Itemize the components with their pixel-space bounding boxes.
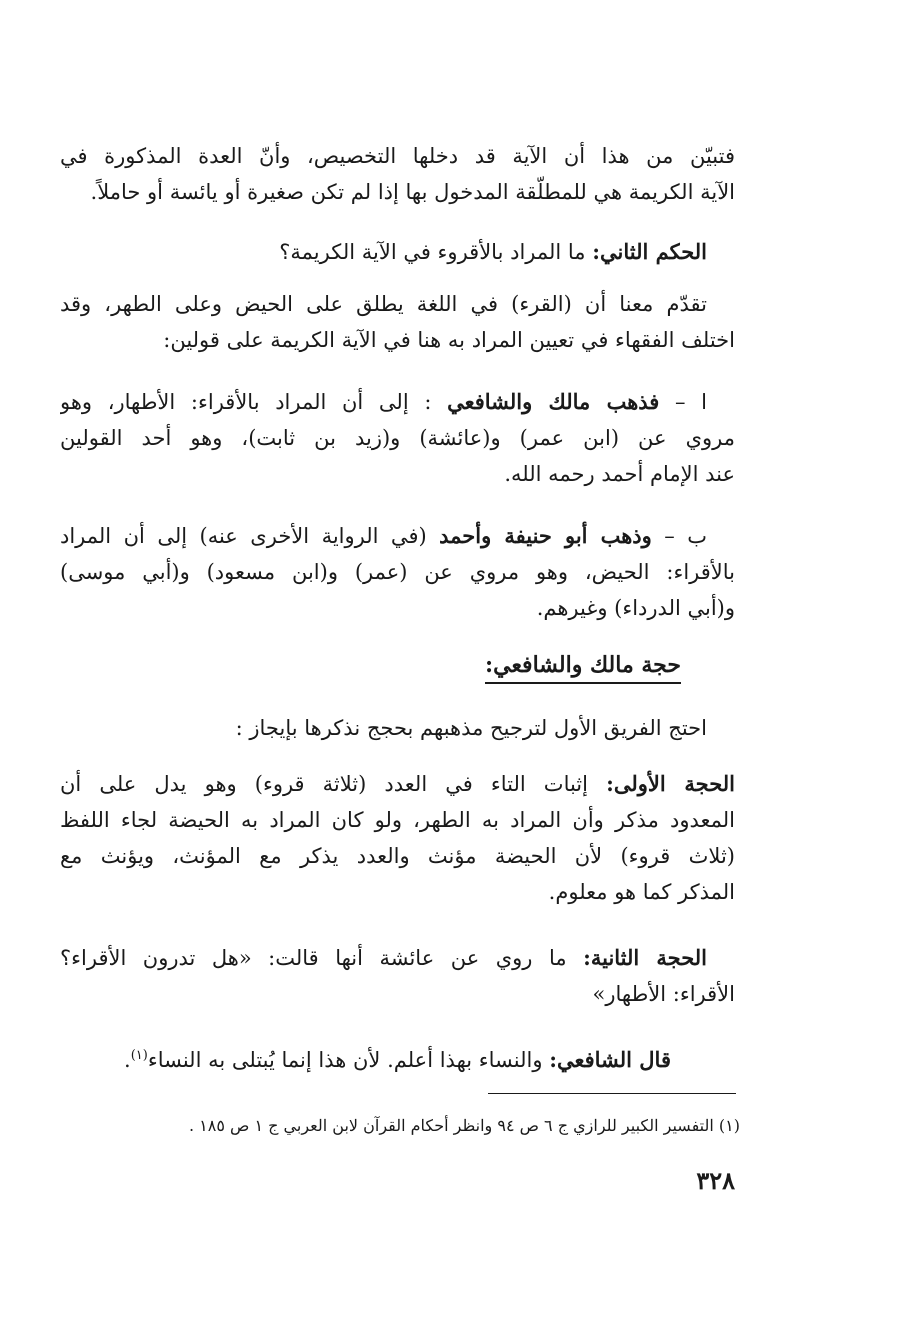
opinion-holder: فذهب مالك والشافعي [447,389,660,414]
text-line: تقدّم معنا أن (القرء) في اللغة يطلق على الحيض وعلى الطهر، وقد [60,292,707,316]
page-number: ٣٢٨ [696,1166,735,1195]
text-line: عند الإمام أحمد رحمه الله. [504,462,735,486]
text-line [60,234,735,270]
text-line: احتج الفريق الأول لترجيح مذهبهم بحجج نذكرها بإيجاز : [235,716,707,740]
paragraph-opinion-a [60,384,735,492]
quote-end: . [124,1048,131,1072]
opinion-text: (في الرواية الأخرى عنه) إلى أن المراد [60,524,440,548]
proof-text: ما روي عن عائشة أنها قالت: «هل تدرون الأقراء؟ [60,946,584,970]
text-line [60,766,735,802]
proof-text: إثبات التاء في العدد (ثلاثة قروء) وهو يدل على أن [60,772,607,796]
item-marker: ا – [659,390,707,414]
quote-text: والنساء بهذا أعلم. لأن هذا إنما يُبتلى به النساء [147,1048,550,1072]
proof-heading: الحجة الثانية: [583,945,707,970]
paragraph-intro [60,138,735,210]
item-marker: ب – [651,524,708,548]
quote-heading: قال الشافعي: [549,1047,671,1072]
ruling-heading: الحكم الثاني: [592,239,707,264]
paragraph-argument-intro [60,710,735,746]
text-line: مروي عن (ابن عمر) و(عائشة) و(زيد بن ثابت)، وهو أحد القولين [60,426,735,450]
opinion-holder: وذهب أبو حنيفة وأحمد [439,523,652,548]
text-line: اختلف الفقهاء في تعيين المراد به هنا في الآية الكريمة على قولين: [163,328,735,352]
proof-heading: الحجة الأولى: [606,771,735,796]
paragraph-shafii-quote [60,1038,735,1078]
text-line: الأقراء: الأطهار» [592,982,735,1006]
paragraph-opinion-b [60,518,735,626]
footnote-divider [488,1093,736,1094]
text-line: المذكر كما هو معلوم. [548,880,735,904]
paragraph-ruling-two [60,234,735,270]
text-line: المعدود مذكر وأن المراد به الطهر، ولو كان المراد به الحيضة لجاء اللفظ [60,808,735,832]
text-line [60,384,735,420]
text-line: (ثلاث قروء) لأن الحيضة مؤنث والعدد يذكر مع المؤنث، ويؤنث مع [60,844,735,868]
text-line [60,518,735,554]
ruling-text: ما المراد بالأقروء في الآية الكريمة؟ [279,240,593,264]
text-line: و(أبي الدرداء) وغيرهم. [536,596,735,620]
section-heading: حجة مالك والشافعي: [485,652,681,684]
text-line: فتبيّن من هذا أن الآية قد دخلها التخصيص، وأنّ العدة المذكورة في [60,144,735,168]
opinion-text: : إلى أن المراد بالأقراء: الأطهار، وهو [60,390,448,414]
footnote-marker: (١) [130,1048,148,1063]
paragraph-second-proof [60,940,735,1012]
text-line: بالأقراء: الحيض، وهو مروي عن (عمر) و(ابن مسعود) و(أبي موسى) [60,560,735,584]
footnote: (١) التفسير الكبير للرازي ج ٦ ص ٩٤ وانظر أحكام القرآن لابن العربي ج ١ ص ١٨٥ . [188,1116,740,1135]
paragraph-first-proof [60,766,735,910]
paragraph-preface [60,286,735,358]
text-line [60,940,735,976]
text-line [60,1038,735,1078]
text-line: الآية الكريمة هي للمطلّقة المدخول بها إذا لم تكن صغيرة أو يائسة أو حاملاً. [90,180,735,204]
